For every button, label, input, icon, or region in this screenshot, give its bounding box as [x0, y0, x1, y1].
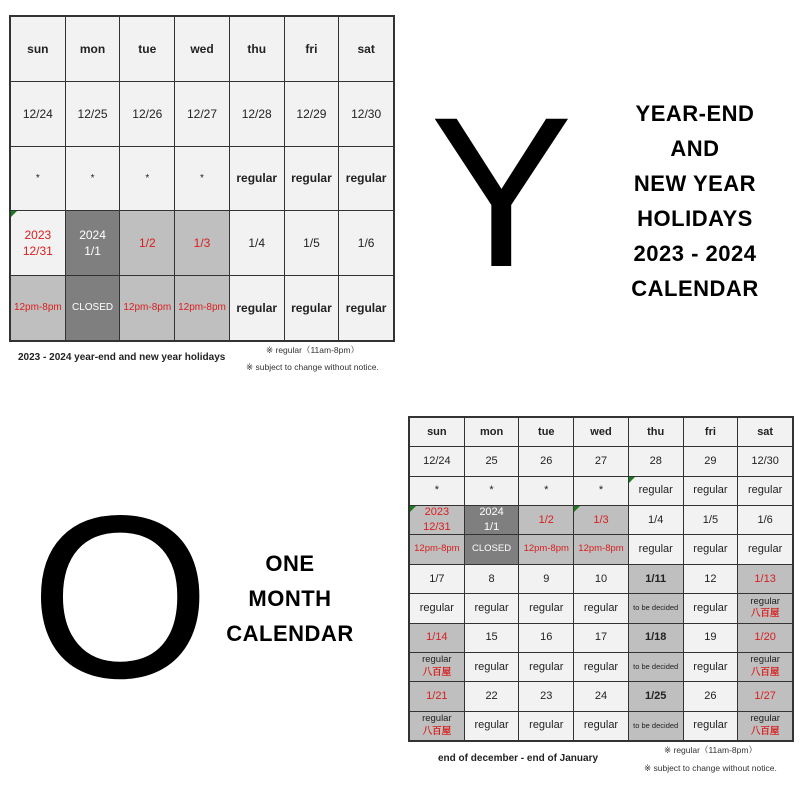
weekday-header-thu: thu — [230, 17, 284, 81]
calendar-cell-text: 1/4 — [248, 236, 266, 251]
calendar-cell — [629, 682, 683, 710]
calendar-cell-text: 24 — [594, 690, 608, 703]
calendar-cell-text: 23 — [540, 690, 553, 703]
calendar-cell-subtext: 八百屋 — [422, 725, 452, 737]
calendar-cell — [738, 535, 792, 563]
calendar-cell — [684, 506, 738, 534]
calendar-cell — [120, 82, 174, 146]
title-line: YEAR-END — [635, 101, 755, 126]
calendar-cell-text: regular — [291, 171, 332, 186]
calendar-cell-text: regular — [345, 300, 387, 315]
calendar-cell-text: regular — [693, 543, 728, 556]
calendar-cell — [738, 565, 792, 593]
calendar-cell-text: regular — [748, 484, 783, 497]
calendar-cell-text: regular — [474, 719, 509, 732]
calendar-cell-text: * — [200, 172, 204, 184]
calendar-cell — [465, 535, 519, 563]
calendar-cell — [410, 594, 464, 622]
calendar-cell-text: CLOSED — [472, 543, 512, 555]
weekday-header-sun: sun — [410, 418, 464, 446]
calendar-cell — [465, 477, 519, 505]
calendar-cell — [738, 712, 792, 740]
calendar-cell — [629, 565, 683, 593]
calendar-cell — [410, 712, 464, 740]
calendar-cell-text: 12pm-8pm — [578, 543, 624, 555]
calendar-cell — [339, 82, 393, 146]
calendar-cell — [465, 565, 519, 593]
one-month-title — [205, 546, 375, 651]
calendar-cell — [574, 624, 628, 652]
calendar-cell-text: 1/6 — [357, 236, 375, 251]
calendar-cell-text: 28 — [649, 455, 662, 468]
calendar-cell — [11, 82, 65, 146]
calendar-cell — [684, 624, 738, 652]
calendar-cell-text: regular — [583, 660, 619, 673]
calendar-cell — [285, 82, 339, 146]
calendar-cell-text: 1/2 — [138, 236, 156, 251]
calendar-cell-text: regular — [583, 719, 619, 732]
calendar-cell-text: 25 — [485, 455, 498, 468]
calendar-cell-text: regular — [529, 660, 564, 673]
calendar-cell — [120, 211, 174, 275]
calendar-cell — [629, 447, 683, 475]
change-notice-note: ※ subject to change without notice. — [246, 362, 379, 372]
calendar-cell — [684, 653, 738, 681]
calendar-cell — [519, 477, 573, 505]
calendar-cell — [574, 447, 628, 475]
calendar-cell-text: regular — [693, 484, 728, 497]
calendar-cell — [574, 535, 628, 563]
calendar-cell-text: 1/20 — [754, 631, 776, 644]
calendar-cell-text: 15 — [485, 631, 498, 644]
calendar-cell — [465, 712, 519, 740]
calendar-cell-text: regular — [693, 719, 728, 732]
calendar-cell-subtext: 八百屋 — [750, 725, 780, 737]
calendar-cell — [738, 594, 792, 622]
calendar-cell-text: regular — [638, 543, 673, 556]
weekday-header-fri: fri — [684, 418, 738, 446]
calendar-cell — [175, 82, 229, 146]
calendar-cell — [66, 82, 120, 146]
calendar-cell — [629, 712, 683, 740]
regular-hours-note: ※ regular（11am-8pm） — [664, 745, 757, 755]
calendar-cell — [230, 147, 284, 211]
calendar-cell — [465, 624, 519, 652]
calendar-cell — [339, 276, 393, 340]
calendar-cell-subtext: 12/31 — [22, 244, 53, 259]
calendar-cell — [285, 211, 339, 275]
year-end-title — [605, 96, 785, 306]
one-month-calendar-caption: end of december - end of January — [438, 753, 599, 764]
calendar-cell-text: 26 — [540, 455, 553, 468]
calendar-cell-text: 19 — [704, 631, 717, 644]
calendar-cell-text: 2023 — [24, 228, 52, 243]
calendar-cell-subtext: 八百屋 — [750, 667, 780, 679]
calendar-cell — [629, 506, 683, 534]
calendar-cell-text: 29 — [704, 455, 717, 468]
calendar-cell-text: 1/21 — [426, 690, 448, 703]
calendar-cell-text: regular — [422, 712, 452, 724]
calendar-cell-text: 27 — [594, 455, 608, 468]
calendar-cell — [465, 447, 519, 475]
calendar-cell-text: regular — [474, 601, 509, 614]
calendar-cell — [410, 653, 464, 681]
calendar-cell-text: regular — [748, 543, 783, 556]
calendar-cell-subtext: 八百屋 — [750, 608, 780, 620]
calendar-cell-text: 12/26 — [132, 106, 163, 121]
calendar-cell — [465, 506, 519, 534]
change-notice-note: ※ subject to change without notice. — [644, 763, 777, 773]
calendar-cell-text: 12/24 — [22, 106, 53, 121]
year-end-calendar-table — [9, 15, 395, 342]
weekday-header-fri: fri — [285, 17, 339, 81]
calendar-cell-subtext: 1/1 — [84, 244, 101, 259]
calendar-cell-text: 12/29 — [296, 106, 327, 121]
calendar-cell — [410, 682, 464, 710]
calendar-cell-text: regular — [422, 654, 452, 666]
calendar-cell — [574, 506, 628, 534]
calendar-cell-text: * — [145, 172, 150, 184]
calendar-cell-text: 1/5 — [303, 236, 320, 251]
calendar-cell-text: regular — [236, 171, 278, 186]
weekday-header-thu: thu — [629, 418, 683, 446]
calendar-cell — [574, 712, 628, 740]
calendar-cell-text: 1/2 — [538, 513, 554, 526]
calendar-cell-text: 26 — [704, 690, 717, 703]
calendar-cell — [230, 276, 284, 340]
calendar-cell-text: regular — [236, 300, 278, 315]
weekday-header-mon: mon — [465, 418, 519, 446]
calendar-cell — [684, 535, 738, 563]
calendar-cell — [175, 147, 229, 211]
calendar-cell — [738, 506, 792, 534]
calendar-cell — [230, 82, 284, 146]
calendar-cell — [738, 447, 792, 475]
calendar-cell-text: * — [90, 172, 95, 184]
weekday-header-sat: sat — [339, 17, 393, 81]
calendar-cell-text: regular — [345, 171, 387, 186]
calendar-cell — [684, 565, 738, 593]
calendar-cell — [629, 594, 683, 622]
calendar-cell-text: 1/3 — [193, 236, 211, 251]
calendar-cell — [519, 712, 573, 740]
calendar-cell — [519, 682, 573, 710]
calendar-cell-text: regular — [474, 660, 509, 673]
big-letter-y: Y — [430, 73, 573, 312]
calendar-cell-text: regular — [693, 601, 728, 614]
calendar-cell-text: to be decided — [633, 662, 679, 672]
calendar-cell-text: 12pm-8pm — [523, 543, 569, 555]
calendar-cell-text: 12/25 — [77, 106, 108, 121]
weekday-header-wed: wed — [175, 17, 229, 81]
title-line: NEW YEAR — [633, 171, 757, 196]
title-line: ONE — [265, 551, 315, 576]
calendar-cell — [629, 624, 683, 652]
weekday-header-sat: sat — [738, 418, 792, 446]
calendar-cell-text: regular — [529, 601, 564, 614]
calendar-cell — [574, 477, 628, 505]
calendar-cell-text: 1/6 — [757, 513, 773, 526]
calendar-cell-text: regular — [750, 654, 780, 666]
calendar-cell — [519, 624, 573, 652]
calendar-cell-text: * — [35, 172, 40, 184]
calendar-cell — [519, 653, 573, 681]
calendar-cell — [738, 653, 792, 681]
weekday-header-tue: tue — [519, 418, 573, 446]
calendar-cell — [574, 565, 628, 593]
calendar-cell-text: 2024 — [479, 506, 504, 519]
calendar-cell-text: regular — [693, 660, 728, 673]
calendar-cell-text: regular — [291, 300, 332, 315]
calendar-cell-text: regular — [638, 484, 673, 497]
calendar-cell — [339, 147, 393, 211]
calendar-cell — [574, 682, 628, 710]
calendar-cell — [519, 535, 573, 563]
calendar-cell-text: 12/30 — [751, 455, 779, 468]
calendar-cell-text: to be decided — [633, 720, 679, 730]
calendar-cell-subtext: 12/31 — [423, 521, 451, 534]
calendar-cell — [11, 211, 65, 275]
calendar-cell-text: 1/5 — [702, 513, 719, 526]
calendar-cell — [684, 712, 738, 740]
calendar-cell-text: 12pm-8pm — [123, 302, 172, 314]
calendar-cell-text: 22 — [485, 690, 498, 703]
calendar-cell — [120, 147, 174, 211]
calendar-cell — [66, 147, 120, 211]
calendar-cell-text: 1/11 — [645, 572, 667, 585]
calendar-cell-text: * — [544, 484, 549, 497]
calendar-cell-text: 1/18 — [644, 631, 667, 644]
regular-hours-note: ※ regular（11am-8pm） — [266, 345, 359, 355]
calendar-cell — [11, 147, 65, 211]
calendar-cell-text: 1/14 — [426, 631, 448, 644]
calendar-cell-text: 8 — [488, 572, 495, 585]
calendar-cell-text: regular — [529, 719, 564, 732]
title-line: AND — [670, 136, 720, 161]
calendar-cell — [230, 211, 284, 275]
weekday-header-sun: sun — [11, 17, 65, 81]
calendar-cell — [738, 682, 792, 710]
calendar-cell-text: 1/27 — [754, 690, 776, 703]
calendar-cell — [11, 276, 65, 340]
calendar-cell-text: 1/13 — [754, 572, 776, 585]
calendar-cell — [66, 211, 120, 275]
weekday-header-mon: mon — [66, 17, 120, 81]
calendar-cell — [465, 653, 519, 681]
calendar-cell-text: 1/3 — [593, 513, 609, 526]
calendar-cell-text: 12/28 — [241, 106, 272, 121]
calendar-cell-text: 1/7 — [429, 572, 445, 585]
big-letter-o: O — [30, 468, 211, 727]
calendar-cell-text: regular — [583, 601, 619, 614]
calendar-cell — [339, 211, 393, 275]
calendar-cell-text: 12/27 — [186, 106, 217, 121]
calendar-cell-subtext: 八百屋 — [422, 667, 452, 679]
calendar-cell-text: regular — [750, 712, 780, 724]
calendar-cell-text: 10 — [594, 572, 608, 585]
calendar-cell — [684, 682, 738, 710]
calendar-cell-text: 1/4 — [648, 513, 664, 526]
calendar-cell-text: 9 — [543, 572, 550, 585]
title-line: MONTH — [248, 586, 332, 611]
calendar-cell — [410, 477, 464, 505]
calendar-cell — [519, 447, 573, 475]
calendar-cell — [629, 535, 683, 563]
calendar-cell-text: 1/25 — [644, 690, 667, 703]
calendar-cell-text: 12pm-8pm — [414, 543, 460, 555]
calendar-cell-text: regular — [750, 595, 780, 607]
calendar-cell — [684, 447, 738, 475]
calendar-cell — [410, 535, 464, 563]
calendar-cell — [285, 147, 339, 211]
calendar-cell — [574, 653, 628, 681]
calendar-cell — [574, 594, 628, 622]
calendar-cell-text: * — [598, 484, 604, 497]
calendar-cell-text: 12 — [704, 572, 717, 585]
calendar-cell — [410, 565, 464, 593]
calendar-cell-text: CLOSED — [72, 302, 114, 314]
calendar-cell-text: 12pm-8pm — [13, 302, 62, 314]
calendar-cell — [519, 594, 573, 622]
calendar-cell — [465, 594, 519, 622]
calendar-cell-text: 12pm-8pm — [178, 302, 226, 314]
weekday-header-wed: wed — [574, 418, 628, 446]
calendar-cell-text: 2023 — [424, 506, 450, 519]
calendar-cell — [629, 477, 683, 505]
calendar-cell-text: regular — [419, 601, 454, 614]
calendar-cell — [410, 506, 464, 534]
calendar-cell — [410, 447, 464, 475]
calendar-cell — [285, 276, 339, 340]
calendar-cell-text: 16 — [540, 631, 553, 644]
calendar-cell-text: * — [489, 484, 494, 497]
one-month-calendar-table — [408, 416, 794, 742]
calendar-cell — [465, 682, 519, 710]
calendar-cell — [684, 477, 738, 505]
calendar-cell — [738, 624, 792, 652]
title-line: HOLIDAYS — [637, 206, 753, 231]
calendar-cell-subtext: 1/1 — [483, 521, 500, 534]
calendar-cell — [66, 276, 120, 340]
title-line: CALENDAR — [226, 621, 354, 646]
calendar-cell — [629, 653, 683, 681]
calendar-cell-text: 12/30 — [351, 106, 382, 121]
calendar-cell — [120, 276, 174, 340]
calendar-cell-text: 17 — [594, 631, 608, 644]
calendar-cell-text: 12/24 — [423, 455, 451, 468]
calendar-cell — [738, 477, 792, 505]
calendar-cell — [519, 506, 573, 534]
calendar-cell — [519, 565, 573, 593]
year-end-calendar-caption: 2023 - 2024 year-end and new year holidays — [18, 352, 226, 363]
title-line: 2023 - 2024 — [633, 241, 757, 266]
calendar-cell — [684, 594, 738, 622]
calendar-cell — [175, 276, 229, 340]
title-line: CALENDAR — [631, 276, 759, 301]
weekday-header-tue: tue — [120, 17, 174, 81]
calendar-cell — [175, 211, 229, 275]
calendar-cell-text: 2024 — [79, 228, 106, 243]
calendar-cell-text: to be decided — [633, 603, 679, 613]
calendar-cell-text: * — [434, 484, 439, 497]
calendar-cell — [410, 624, 464, 652]
